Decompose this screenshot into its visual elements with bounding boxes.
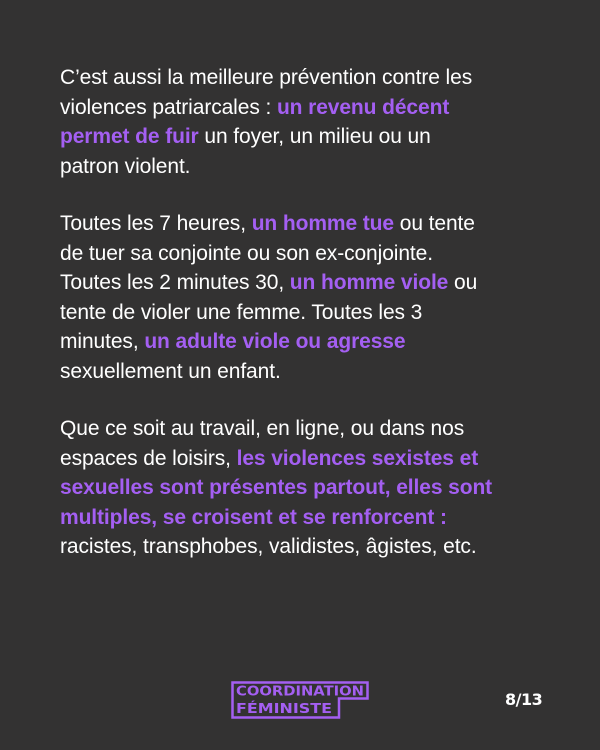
text-line bbox=[60, 444, 560, 474]
text-segment: minutes, bbox=[60, 330, 145, 353]
text-line bbox=[60, 63, 560, 93]
text-segment: racistes, transphobes, validistes, âgistes, etc. bbox=[60, 535, 477, 558]
highlighted-text: permet de fuir bbox=[60, 125, 199, 148]
text-line bbox=[60, 532, 560, 562]
text-segment: ou bbox=[448, 271, 478, 294]
logo-frame bbox=[231, 680, 369, 720]
text-segment: Toutes les 2 minutes 30, bbox=[60, 271, 290, 294]
paragraph-3 bbox=[60, 414, 560, 562]
highlighted-text: les violences sexistes et bbox=[236, 446, 479, 470]
paragraph-1 bbox=[60, 63, 560, 181]
highlighted-text: un revenu décent bbox=[276, 95, 450, 119]
text-line bbox=[60, 209, 560, 239]
highlighted-text: sexuelles sont présentes partout, elles sont bbox=[60, 476, 493, 499]
text-line bbox=[60, 327, 560, 357]
text-line bbox=[60, 357, 560, 387]
text-line bbox=[60, 503, 560, 533]
text-segment: tente de violer une femme. Toutes les 3 bbox=[60, 300, 423, 324]
highlighted-text: un homme viole bbox=[289, 271, 449, 294]
highlighted-text: multiples, se croisent et se renforcent : bbox=[60, 505, 447, 529]
text-segment: Toutes les 7 heures, bbox=[60, 212, 252, 235]
text-segment: C’est aussi la meilleure prévention contre les bbox=[60, 66, 473, 89]
text-segment: ou tente bbox=[394, 212, 475, 235]
text-line bbox=[60, 298, 560, 328]
text-segment: Que ce soit au travail, en ligne, ou dans nos bbox=[60, 417, 465, 440]
text-line bbox=[60, 268, 560, 298]
coordination-feministe-logo bbox=[231, 680, 369, 720]
text-line bbox=[60, 152, 560, 182]
text-segment: espaces de loisirs, bbox=[60, 446, 237, 470]
text-line bbox=[60, 239, 560, 269]
body-text bbox=[60, 63, 560, 590]
logo-line-1: COORDINATION bbox=[236, 684, 364, 700]
page-indicator: 8/13 bbox=[505, 690, 543, 709]
logo-line-2: FÉMINISTE bbox=[236, 702, 315, 717]
text-segment: patron violent. bbox=[60, 154, 191, 178]
text-segment: un foyer, un milieu ou un bbox=[198, 125, 431, 148]
highlighted-text: un adulte viole ou agresse bbox=[144, 330, 406, 353]
highlighted-text: un homme tue bbox=[251, 212, 394, 235]
text-line bbox=[60, 93, 560, 123]
text-line bbox=[60, 473, 560, 503]
text-segment: sexuellement un enfant. bbox=[60, 359, 281, 383]
text-line bbox=[60, 414, 560, 444]
text-segment: de tuer sa conjointe ou son ex-conjointe. bbox=[60, 241, 433, 265]
text-line bbox=[60, 122, 560, 152]
paragraph-2 bbox=[60, 209, 560, 386]
text-segment: violences patriarcales : bbox=[60, 95, 277, 119]
